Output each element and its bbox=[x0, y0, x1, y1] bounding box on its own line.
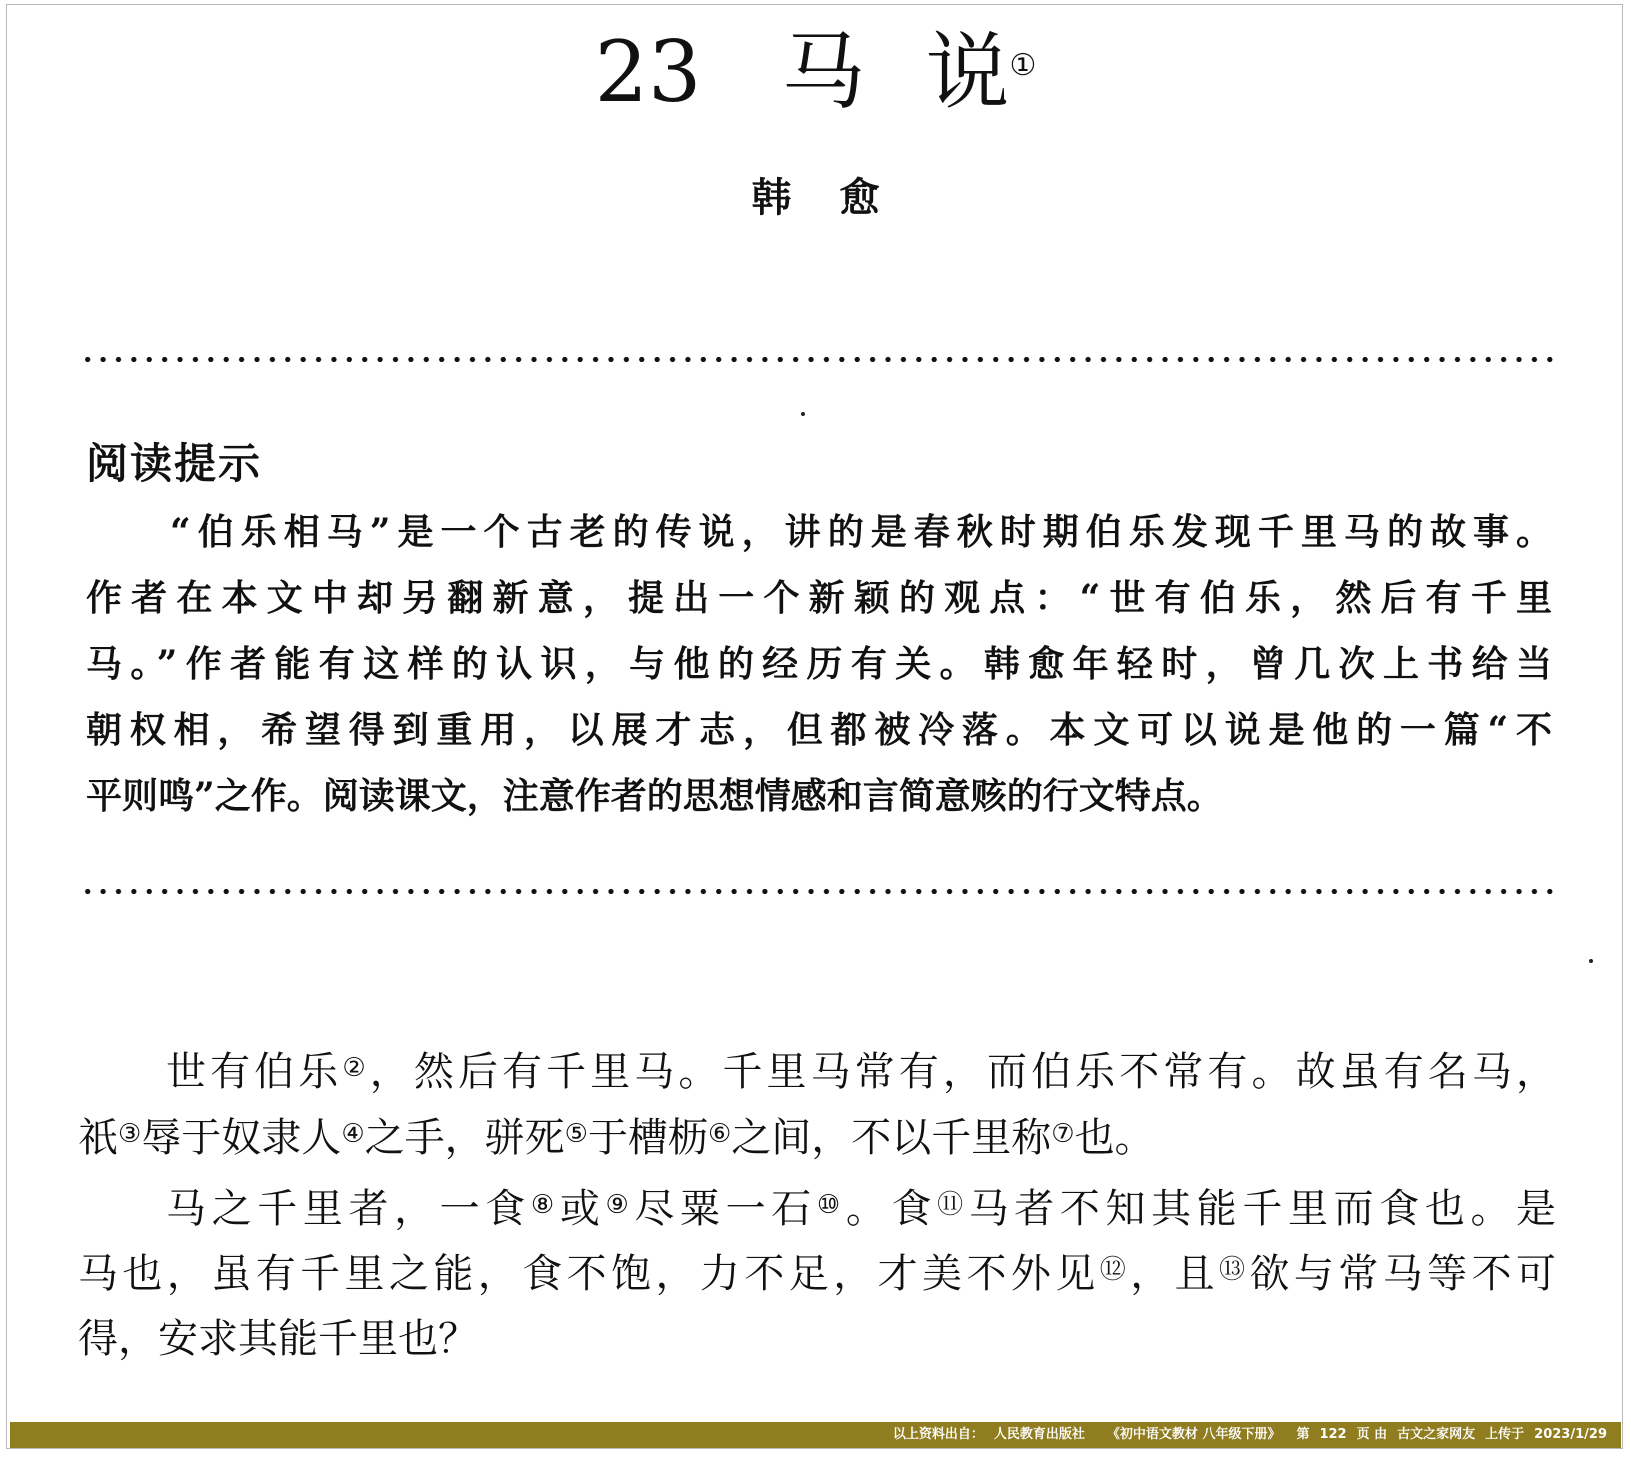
title-footnote-mark: ① bbox=[1009, 48, 1037, 83]
footer-publisher: 人民教育出版社 bbox=[993, 1427, 1085, 1442]
text-line: 马之千里者，一食⑧或⑨尽粟一石⑩。食⑪马者不知其能千里而食也。是 bbox=[166, 1186, 1557, 1232]
reading-hint-line: 作者在本文中却另翻新意，提出一个新颖的观点：“世有伯乐，然后有千里 bbox=[86, 577, 1552, 619]
footnote-mark: ⑪ bbox=[937, 1190, 969, 1220]
footnote-mark: ④ bbox=[341, 1119, 365, 1149]
reading-hint-line: 朝权相，希望得到重用，以展才志，但都被冷落。本文可以说是他的一篇“不 bbox=[86, 709, 1552, 751]
text-line: 得，安求其能千里也？ bbox=[78, 1316, 478, 1362]
footer-site: 古文之家网友 bbox=[1397, 1427, 1476, 1442]
reading-hint-line: 马。”作者能有这样的认识，与他的经历有关。韩愈年轻时，曾几次上书给当 bbox=[86, 643, 1552, 685]
footer-prefix: 以上资料出自： bbox=[892, 1427, 984, 1442]
author-name: 韩 愈 bbox=[751, 174, 880, 221]
text-line: 祇③辱于奴隶人④之手，骈死⑤于槽枥⑥之间，不以千里称⑦也。 bbox=[78, 1115, 1155, 1161]
footnote-mark: ⑩ bbox=[816, 1190, 846, 1220]
footnote-mark: ② bbox=[342, 1053, 370, 1083]
footer-page-number: 122 bbox=[1319, 1427, 1347, 1442]
footnote-mark: ⑬ bbox=[1219, 1255, 1250, 1285]
footer-book: 《初中语文教材 八年级下册》 bbox=[1106, 1427, 1281, 1442]
title-char-1: 马 bbox=[781, 23, 866, 121]
reading-hint-heading: 阅读提示 bbox=[86, 439, 263, 488]
lesson-title bbox=[0, 22, 1631, 122]
source-footer-bar: 以上资料出自： 人民教育出版社 《初中语文教材 八年级下册》 第 122 页 由 古文之家网友 上传于 2023/1/29 bbox=[10, 1422, 1621, 1448]
dotted-divider-top bbox=[80, 356, 1558, 363]
text-line: 世有伯乐②，然后有千里马。千里马常有，而伯乐不常有。故虽有名马， bbox=[166, 1049, 1557, 1095]
reading-hint-line: “伯乐相马”是一个古老的传说，讲的是春秋时期伯乐发现千里马的故事。 bbox=[170, 511, 1552, 553]
dotted-divider-bottom bbox=[80, 888, 1558, 895]
footer-date: 2023/1/29 bbox=[1534, 1427, 1607, 1442]
footnote-mark: ③ bbox=[118, 1119, 142, 1149]
footnote-mark: ⑦ bbox=[1051, 1119, 1075, 1149]
scan-speck bbox=[1589, 959, 1593, 963]
title-char-2: 说 bbox=[925, 23, 1010, 121]
text-line: 马也，虽有千里之能，食不饱，力不足，才美不外见⑫，且⑬欲与常马等不可 bbox=[78, 1251, 1557, 1297]
footnote-mark: ⑨ bbox=[605, 1190, 635, 1220]
footnote-mark: ⑫ bbox=[1099, 1255, 1131, 1285]
scan-speck bbox=[801, 412, 805, 416]
footnote-mark: ⑧ bbox=[530, 1190, 560, 1220]
lesson-number: 23 bbox=[594, 23, 702, 121]
reading-hint-line: 平则鸣”之作。阅读课文，注意作者的思想情感和言简意赅的行文特点。 bbox=[86, 775, 1223, 817]
footnote-mark: ⑤ bbox=[564, 1119, 588, 1149]
footnote-mark: ⑥ bbox=[707, 1119, 732, 1149]
